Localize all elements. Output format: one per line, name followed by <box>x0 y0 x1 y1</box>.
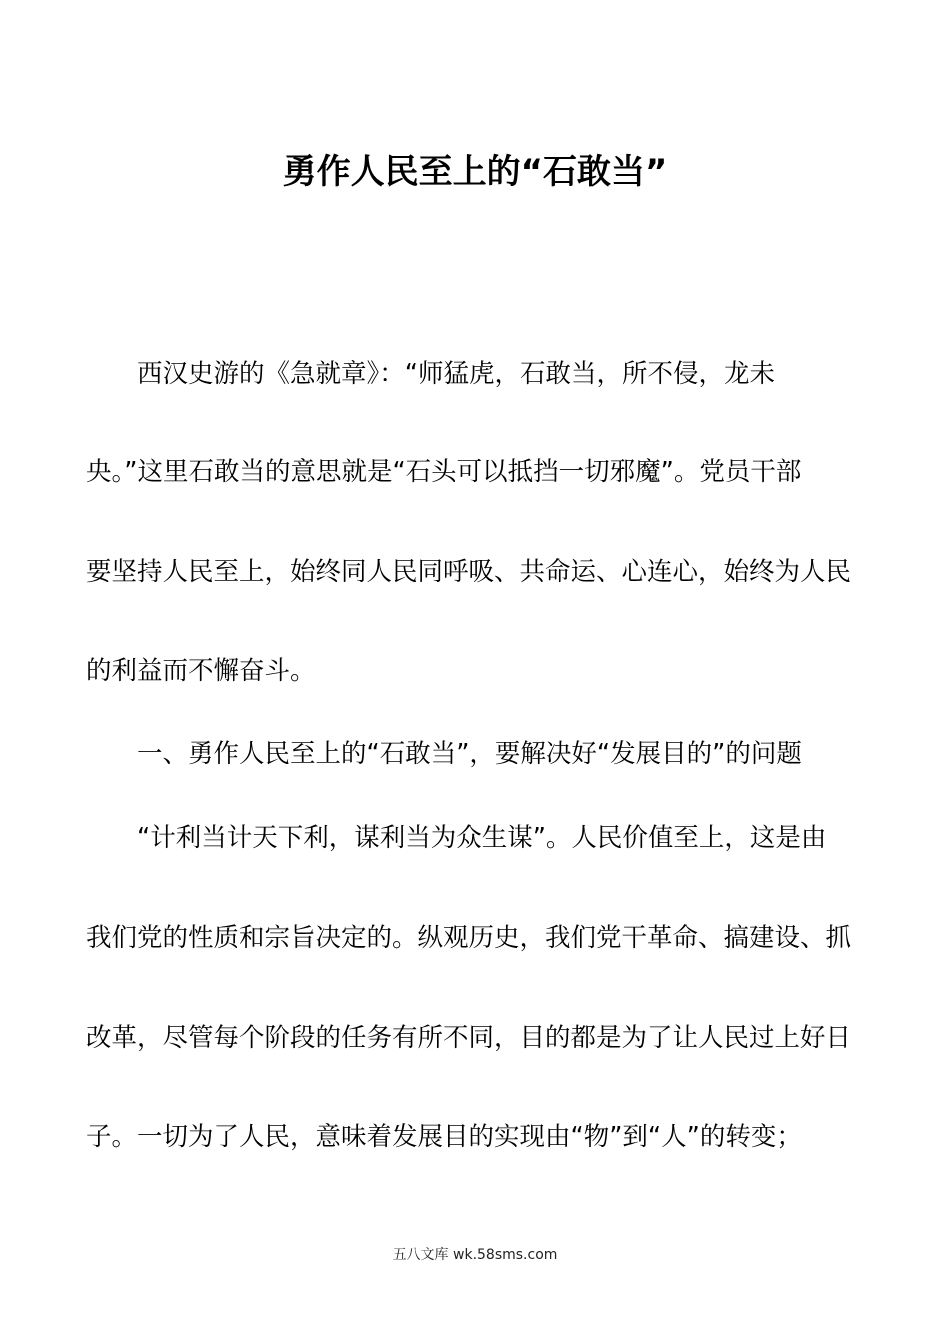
document-title: 勇作人民至上的“石敢当” <box>282 152 668 192</box>
paragraph-line: 的利益而不懈奋斗。 <box>86 656 316 686</box>
paragraph-line: 央。”这里石敢当的意思就是“石头可以抵挡一切邪魔”。党员干部 <box>86 457 802 487</box>
section-heading: 一、勇作人民至上的“石敢当”，要解决好“发展目的”的问题 <box>86 739 802 769</box>
paragraph-line: 要坚持人民至上，始终同人民同呼吸、共命运、心连心，始终为人民 <box>86 557 852 587</box>
paragraph-line: “计利当计天下利，谋利当为众生谋”。人民价值至上，这是由 <box>86 823 827 853</box>
paragraph-line: 改革，尽管每个阶段的任务有所不同，目的都是为了让人民过上好日 <box>86 1023 852 1053</box>
paragraph-line: 我们党的性质和宗旨决定的。纵观历史，我们党干革命、搞建设、抓 <box>86 923 852 953</box>
paragraph-line: 子。一切为了人民，意味着发展目的实现由“物”到“人”的转变； <box>86 1122 802 1152</box>
footer-watermark: 五八文库 wk.58sms.com <box>392 1247 558 1263</box>
paragraph-line: 西汉史游的《急就章》：“师猛虎，石敢当，所不侵，龙未 <box>86 359 775 389</box>
